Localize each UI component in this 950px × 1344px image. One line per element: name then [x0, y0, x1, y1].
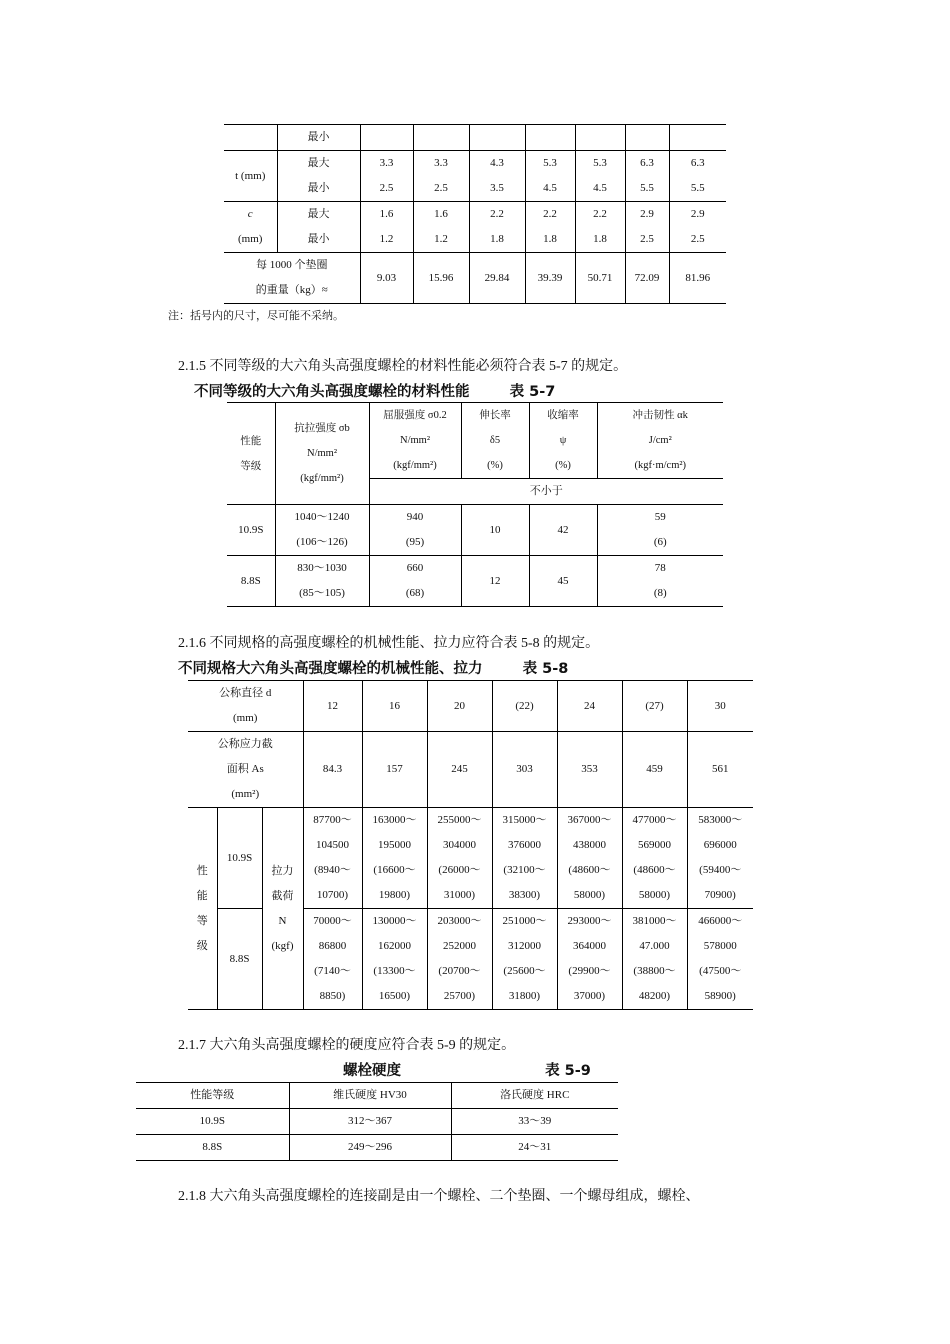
cell-line: (16600～	[373, 864, 416, 876]
table-row	[188, 808, 753, 909]
area-cell: 303	[492, 732, 557, 808]
cell-line: (13300～	[373, 965, 416, 977]
table-cell: 1.8	[575, 227, 625, 253]
area-cell: 157	[362, 732, 427, 808]
cell-line: 130000～	[372, 915, 417, 927]
table-cell: 8.8S	[136, 1135, 289, 1161]
weight-label	[224, 253, 360, 304]
cell-line: 16500)	[378, 990, 411, 1002]
cell-line: (20700～	[438, 965, 481, 977]
cell-line: 104500	[316, 839, 349, 851]
t-group-text: t (mm)	[235, 169, 266, 182]
cell-line: (32100～	[503, 864, 546, 876]
load-cell	[492, 808, 557, 909]
table-cell	[525, 125, 575, 151]
washer-dimension-table	[224, 125, 726, 304]
table-cell: 312～367	[289, 1109, 451, 1135]
table-cell: 6.3	[669, 151, 726, 177]
diameter-cell: (27)	[622, 681, 687, 732]
yield-cell	[369, 556, 461, 607]
header-text: N/mm²	[400, 435, 430, 446]
cell-line: 376000	[508, 839, 541, 851]
cell-line: (59400～	[699, 864, 742, 876]
caption-table-no: 表 5-9	[545, 1063, 591, 1079]
cell-line: 466000～	[698, 915, 743, 927]
table-cell: 81.96	[669, 253, 726, 304]
load-cell	[303, 808, 362, 909]
cell-line: 252000	[443, 940, 476, 952]
cell-line: 8850)	[319, 990, 346, 1002]
area-cell: 353	[557, 732, 622, 808]
cell-line: 315000～	[502, 814, 547, 826]
table-row	[224, 176, 726, 202]
paragraph-2-1-6: 2.1.6 不同规格的高强度螺栓的机械性能、拉力应符合表 5-8 的规定。	[178, 636, 600, 651]
table-cell: 249～296	[289, 1135, 451, 1161]
header-text: 伸长率	[479, 410, 511, 421]
table-cell: 50.71	[575, 253, 625, 304]
table-cell: 5.3	[575, 151, 625, 177]
load-cell	[687, 808, 753, 909]
table-cell: 72.09	[625, 253, 669, 304]
cell-line: 25700)	[443, 990, 476, 1002]
cell-line: 162000	[378, 940, 411, 952]
header-text: N/mm²	[307, 448, 337, 459]
caption-table-5-9	[343, 1059, 591, 1080]
header-text: 抗拉强度 σb	[294, 423, 350, 434]
table-cell: 2.5	[413, 176, 469, 202]
cell-line: (106～126)	[296, 536, 348, 548]
table-cell: 2.2	[575, 202, 625, 228]
header-text: (kgf·m/cm²)	[634, 460, 687, 471]
grade-cell: 10.9S	[227, 505, 275, 556]
weight-label-line1: 每 1000 个垫圈	[256, 259, 328, 271]
table-cell	[469, 125, 525, 151]
table-cell: 2.9	[669, 202, 726, 228]
label-text: (kgf)	[271, 939, 294, 952]
area-cell: 459	[622, 732, 687, 808]
header-text: 公称应力截	[217, 738, 273, 750]
grade-cell: 8.8S	[227, 556, 275, 607]
header-text: (%)	[487, 460, 503, 471]
table-cell: 15.96	[413, 253, 469, 304]
header-vickers: 维氏硬度 HV30	[289, 1083, 451, 1109]
label-text: 截荷	[271, 889, 294, 902]
header-text: 公称直径 d	[219, 687, 272, 699]
cell-line: 364000	[573, 940, 606, 952]
header-text: 收缩率	[547, 410, 579, 421]
header-grade: 性能等级	[136, 1083, 289, 1109]
header-reduction	[529, 403, 597, 479]
header-text: 面积 As	[226, 763, 264, 775]
table-cell: 1.6	[360, 202, 413, 228]
table1-note: 注：括号内的尺寸，尽可能不采纳。	[168, 310, 344, 322]
cell-line: (8)	[653, 587, 667, 599]
table-cell: 最小	[277, 125, 360, 151]
table-cell: 10.9S	[136, 1109, 289, 1135]
cell-line: 195000	[378, 839, 411, 851]
cell-line: 569000	[638, 839, 671, 851]
cell-line: 58000)	[573, 889, 606, 901]
cell-line: 37000)	[573, 990, 606, 1002]
header-text: 等级	[240, 460, 262, 472]
table-cell: 5.5	[625, 176, 669, 202]
table-cell: 3.3	[413, 151, 469, 177]
material-properties-table	[227, 402, 723, 607]
diameter-cell: 24	[557, 681, 622, 732]
table-cell: 最小	[277, 176, 360, 202]
table-row	[227, 556, 723, 607]
table-cell: 2.2	[469, 202, 525, 228]
cell-line: 304000	[443, 839, 476, 851]
table-cell	[625, 125, 669, 151]
table-row	[224, 227, 726, 253]
table-cell: 2.5	[360, 176, 413, 202]
table-cell: 3.3	[360, 151, 413, 177]
header-rockwell: 洛氏硬度 HRC	[451, 1083, 618, 1109]
cell-line: 38300)	[508, 889, 541, 901]
cell-line: (6)	[653, 536, 667, 548]
load-cell	[492, 909, 557, 1010]
load-cell	[687, 909, 753, 1010]
weight-label-line2: 的重量（kg）≈	[255, 284, 328, 296]
cell-line: 87700～	[313, 814, 352, 826]
table-header-row	[188, 681, 753, 732]
load-cell	[362, 909, 427, 1010]
cell-line: (29900～	[568, 965, 611, 977]
cell-line: 255000～	[437, 814, 482, 826]
header-text: 性能	[240, 435, 262, 447]
cell-line: 58900)	[704, 990, 736, 1002]
diameter-cell: 16	[362, 681, 427, 732]
header-impact	[597, 403, 723, 479]
cell-line: 381000～	[632, 915, 677, 927]
header-text: (kgf/mm²)	[393, 460, 437, 471]
cell-line: 48200)	[638, 990, 671, 1002]
load-cell	[303, 909, 362, 1010]
header-area	[188, 732, 303, 808]
diameter-cell: 12	[303, 681, 362, 732]
impact-cell	[597, 556, 723, 607]
table-cell: 24～31	[451, 1135, 618, 1161]
caption-title: 不同规格大六角头高强度螺栓的机械性能、拉力	[178, 661, 483, 677]
header-text: (mm²)	[231, 788, 260, 800]
table-cell: 最大	[277, 151, 360, 177]
load-cell	[622, 909, 687, 1010]
cell-line: 438000	[573, 839, 606, 851]
reduction-cell: 42	[529, 505, 597, 556]
table-row	[224, 151, 726, 177]
cell-line: 31000)	[443, 889, 476, 901]
cell-line: 251000～	[502, 915, 547, 927]
caption-table-5-8	[178, 657, 568, 678]
table-cell: 2.5	[669, 227, 726, 253]
cell-line: 940	[406, 511, 424, 523]
cell-line: 31800)	[508, 990, 541, 1002]
load-cell	[362, 808, 427, 909]
cell-line: (38800～	[633, 965, 676, 977]
cell-line: (48600～	[568, 864, 611, 876]
impact-cell	[597, 505, 723, 556]
cell-line: 477000～	[632, 814, 677, 826]
caption-table-no: 表 5-7	[509, 384, 556, 400]
header-text: ψ	[559, 435, 567, 446]
table-cell: 1.2	[360, 227, 413, 253]
header-tensile	[275, 403, 369, 505]
cell-line: (47500～	[699, 965, 742, 977]
label-text: N	[278, 914, 287, 927]
c-unit-label: (mm)	[224, 227, 277, 253]
load-cell	[622, 808, 687, 909]
paragraph-2-1-7: 2.1.7 大六角头高强度螺栓的硬度应符合表 5-9 的规定。	[178, 1038, 516, 1053]
cell-line: (68)	[405, 587, 425, 599]
label-char: 能	[196, 889, 208, 902]
table-header-row	[227, 403, 723, 479]
t-group-label	[224, 151, 277, 202]
header-text: 冲击韧性 αk	[632, 410, 688, 421]
c-group-label: c	[247, 208, 253, 220]
table-row	[136, 1135, 618, 1161]
cell-line: (7140～	[314, 965, 351, 977]
table-cell: 1.2	[413, 227, 469, 253]
table-cell: 2.9	[625, 202, 669, 228]
load-cell	[557, 909, 622, 1010]
label-char: 级	[196, 939, 208, 952]
table-cell: 39.39	[525, 253, 575, 304]
table-row	[136, 1109, 618, 1135]
tensile-cell	[275, 505, 369, 556]
table-cell: 4.5	[575, 176, 625, 202]
mechanical-load-table	[188, 680, 753, 1010]
cell-line: (8940～	[314, 864, 351, 876]
cell-line: 70900)	[704, 889, 736, 901]
header-text: 屈服强度 σ0.2	[383, 410, 447, 421]
cell-line: 59	[654, 511, 666, 523]
table-cell: 4.3	[469, 151, 525, 177]
tensile-cell	[275, 556, 369, 607]
label-char: 性	[196, 864, 208, 877]
table-cell	[224, 125, 277, 151]
diameter-cell: (22)	[492, 681, 557, 732]
caption-title: 不同等级的大六角头高强度螺栓的材料性能	[194, 384, 470, 400]
caption-table-5-7	[194, 380, 555, 401]
header-text: J/cm²	[648, 435, 672, 446]
grade-cell: 8.8S	[217, 909, 262, 1010]
table-cell	[575, 125, 625, 151]
header-text: (kgf/mm²)	[300, 473, 344, 484]
header-text: δ5	[489, 435, 501, 446]
cell-line: 696000	[703, 839, 737, 851]
table-cell: 9.03	[360, 253, 413, 304]
header-text: (mm)	[233, 712, 258, 724]
cell-line: 312000	[508, 940, 541, 952]
table-cell: 1.8	[469, 227, 525, 253]
reduction-cell: 45	[529, 556, 597, 607]
diameter-cell: 30	[687, 681, 753, 732]
cell-line: 70000～	[313, 915, 352, 927]
table-row	[224, 202, 726, 228]
table-cell: 3.5	[469, 176, 525, 202]
bolt-hardness-table	[136, 1082, 618, 1161]
load-label	[262, 808, 303, 1010]
table-cell: 5.3	[525, 151, 575, 177]
header-grade	[227, 403, 275, 505]
header-yield	[369, 403, 461, 479]
cell-line: (48600～	[633, 864, 676, 876]
table-cell: 29.84	[469, 253, 525, 304]
cell-line: 1040～1240	[294, 511, 350, 523]
table-cell: 6.3	[625, 151, 669, 177]
table-cell: 4.5	[525, 176, 575, 202]
table-cell: 1.8	[525, 227, 575, 253]
table-cell: 5.5	[669, 176, 726, 202]
caption-table-no: 表 5-8	[522, 661, 569, 677]
elongation-cell: 12	[461, 556, 529, 607]
table-row	[227, 505, 723, 556]
header-text: (%)	[555, 460, 571, 471]
table-row	[188, 732, 753, 808]
table-cell: 2.2	[525, 202, 575, 228]
table-cell: 1.6	[413, 202, 469, 228]
cell-line: 660	[406, 562, 424, 574]
table-cell	[669, 125, 726, 151]
cell-line: 163000～	[372, 814, 417, 826]
caption-title: 螺栓硬度	[343, 1063, 401, 1079]
area-cell: 245	[427, 732, 492, 808]
cell-line: (25600～	[503, 965, 546, 977]
yield-cell	[369, 505, 461, 556]
header-diameter	[188, 681, 303, 732]
load-cell	[557, 808, 622, 909]
table-cell	[360, 125, 413, 151]
area-cell: 561	[687, 732, 753, 808]
paragraph-2-1-8: 2.1.8 大六角头高强度螺栓的连接副是由一个螺栓、二个垫圈、一个螺母组成，螺栓、	[178, 1189, 700, 1204]
table-cell: 33～39	[451, 1109, 618, 1135]
cell-line: 86800	[318, 940, 347, 952]
header-not-less-than: 不小于	[369, 479, 723, 505]
table-row	[224, 253, 726, 304]
table-cell: 2.5	[625, 227, 669, 253]
cell-line: 830～1030	[297, 562, 347, 574]
cell-line: 203000～	[437, 915, 482, 927]
table-row	[224, 125, 726, 151]
cell-line: 78	[654, 562, 666, 574]
cell-line: 583000～	[698, 814, 743, 826]
cell-line: 293000～	[567, 915, 612, 927]
cell-line: (26000～	[438, 864, 481, 876]
load-cell	[427, 909, 492, 1010]
area-cell: 84.3	[303, 732, 362, 808]
diameter-cell: 20	[427, 681, 492, 732]
grade-cell: 10.9S	[217, 808, 262, 909]
table-cell	[413, 125, 469, 151]
table-cell: 最大	[277, 202, 360, 228]
cell-line: 19800)	[378, 889, 411, 901]
performance-grade-label	[188, 808, 217, 1010]
table-cell: 最小	[277, 227, 360, 253]
load-cell	[427, 808, 492, 909]
cell-line: 58000)	[638, 889, 671, 901]
cell-line: 367000～	[567, 814, 612, 826]
table-header-row	[136, 1083, 618, 1109]
label-char: 等	[196, 914, 208, 927]
cell-line: (85～105)	[299, 587, 345, 599]
header-elongation	[461, 403, 529, 479]
label-text: 拉力	[271, 864, 294, 877]
cell-line: 578000	[703, 940, 737, 952]
cell-line: 47.000	[639, 940, 670, 952]
cell-line: 10700)	[316, 889, 349, 901]
paragraph-2-1-5: 2.1.5 不同等级的大六角头高强度螺栓的材料性能必须符合表 5-7 的规定。	[178, 359, 628, 374]
cell-line: (95)	[405, 536, 425, 548]
elongation-cell: 10	[461, 505, 529, 556]
